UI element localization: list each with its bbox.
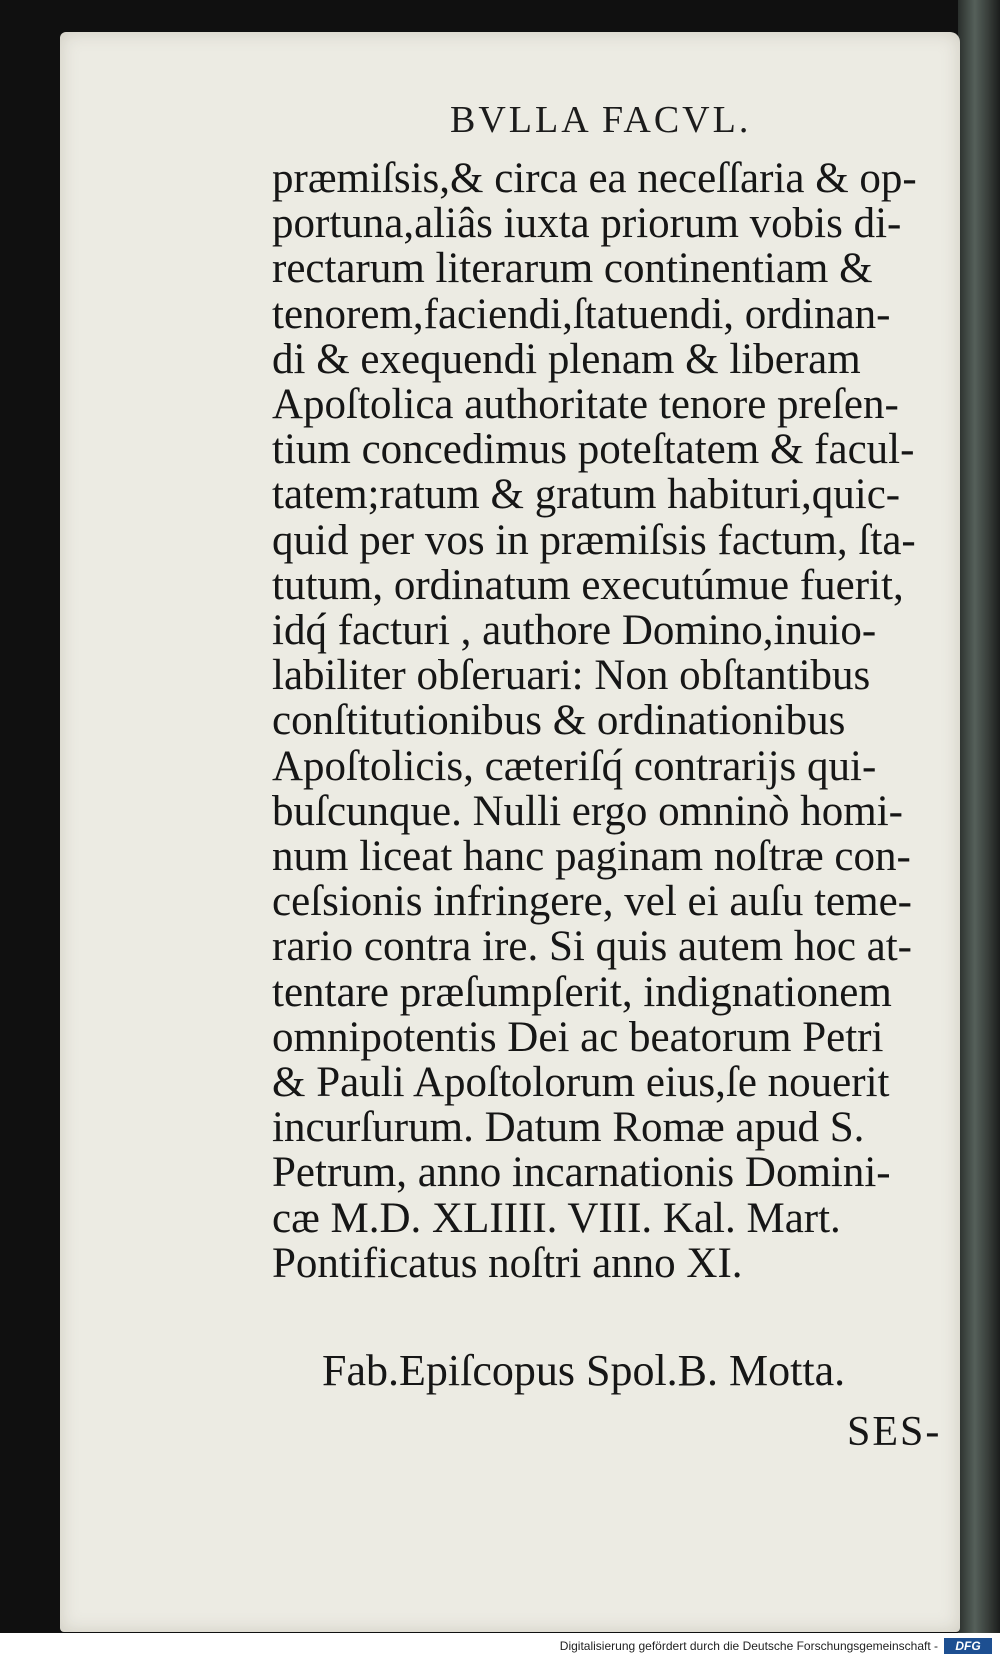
signature-line: Fab.Epiſcopus Spol.B. Motta. bbox=[322, 1346, 846, 1395]
text-line: Pontificatus noſtri anno XI. bbox=[272, 1239, 743, 1287]
text-line: conſtitutionibus & ordinationibus bbox=[272, 697, 846, 745]
text-line: incurſurum. Datum Romæ apud S. bbox=[272, 1104, 865, 1152]
text-line: præmiſsis,& circa ea neceſſaria & op- bbox=[272, 155, 917, 202]
text-line: tentare præſumpſerit, indignationem bbox=[272, 968, 892, 1016]
text-line: rectarum literarum continentiam & bbox=[272, 245, 873, 293]
text-line: cæ M.D. XLIIII. VIII. Kal. Mart. bbox=[272, 1194, 841, 1242]
running-head: BVLLA FACVL. bbox=[450, 99, 752, 141]
text-line: omnipotentis Dei ac beatorum Petri bbox=[272, 1013, 884, 1061]
body-text bbox=[272, 156, 972, 1286]
catchword: SES- bbox=[847, 1409, 942, 1455]
text-line: tenorem,faciendi,ſtatuendi, ordinan- bbox=[272, 290, 891, 338]
dfg-logo: DFG bbox=[944, 1638, 992, 1654]
text-line: portuna,aliâs iuxta priorum vobis di- bbox=[272, 200, 902, 248]
text-line: ceſsionis infringere, vel ei auſu teme- bbox=[272, 878, 912, 926]
text-line: idq́ facturi , authore Domino,inuio- bbox=[272, 607, 877, 655]
text-line: Apoſtolicis, cæteriſq́ contrarijs qui- bbox=[272, 742, 877, 790]
text-line: buſcunque. Nulli ergo omninò homi- bbox=[272, 787, 903, 835]
text-line: tium concedimus poteſtatem & facul- bbox=[272, 426, 915, 474]
text-line: tutum, ordinatum executúmue fuerit, bbox=[272, 561, 904, 609]
text-line: di & exequendi plenam & liberam bbox=[272, 335, 861, 383]
text-line: & Pauli Apoſtolorum eius,ſe nouerit bbox=[272, 1059, 890, 1107]
text-line: quid per vos in præmiſsis factum, ſta- bbox=[272, 516, 916, 564]
text-line: labiliter obſeruari: Non obſtantibus bbox=[272, 652, 871, 700]
digitization-footer bbox=[0, 1633, 1000, 1660]
text-line: Apoſtolica authoritate tenore preſen- bbox=[272, 381, 899, 429]
text-line: Petrum, anno incarnationis Domini- bbox=[272, 1149, 891, 1197]
footer-credit: Digitalisierung gefördert durch die Deutsche Forschungsgemeinschaft - bbox=[559, 1639, 938, 1653]
text-line: num liceat hanc paginam noſtræ con- bbox=[272, 833, 911, 881]
text-line: rario contra ire. Si quis autem hoc at- bbox=[272, 923, 913, 971]
text-line: tatem;ratum & gratum habituri,quic- bbox=[272, 471, 901, 519]
